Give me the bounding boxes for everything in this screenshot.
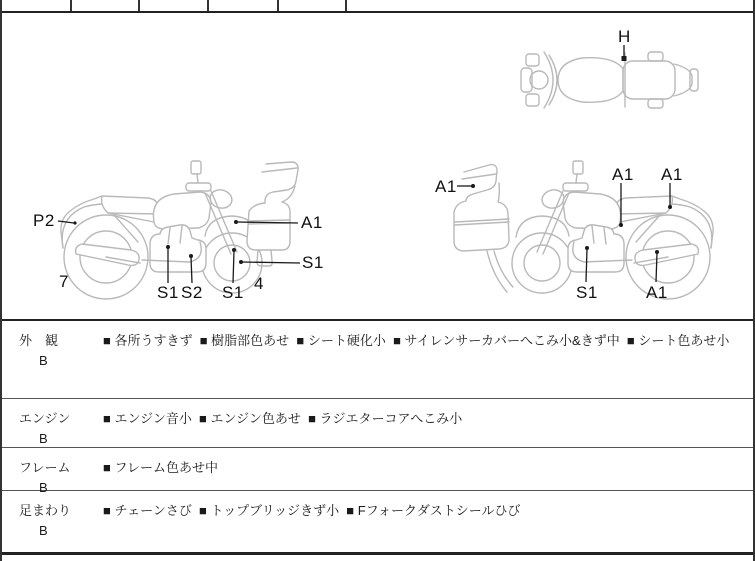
category-label: 外 観 [19, 333, 59, 348]
column-divider [345, 0, 347, 11]
category-cell [2, 321, 101, 398]
category-label: エンジン [19, 411, 71, 426]
damage-code-s2-exhaust: S2 [181, 283, 203, 302]
damage-code-7: 7 [59, 272, 69, 291]
cowl-piece [454, 165, 513, 292]
column-divider [277, 0, 279, 11]
damage-code-a1-cowl: A1 [435, 177, 457, 196]
damage-code-h: H [618, 27, 631, 46]
damage-code-a1-tail: A1 [661, 165, 683, 184]
column-divider [207, 0, 209, 11]
condition-notes: ■ フレーム色あせ中 [103, 460, 218, 475]
h-marker [622, 45, 627, 61]
damage-code-s1-engine-right: S1 [576, 283, 598, 302]
damage-code-4: 4 [254, 274, 264, 293]
category-cell [2, 399, 101, 447]
column-divider [70, 0, 72, 11]
damage-code-a1-muffler: A1 [646, 283, 668, 302]
condition-grade: B [39, 523, 48, 538]
category-label: 足まわり [19, 503, 72, 518]
condition-notes: ■ エンジン音小 ■ エンジン色あせ ■ ラジエターコアへこみ小 [103, 411, 463, 426]
category-cell [2, 491, 101, 552]
condition-notes: ■ チェーンさび ■ トップブリッジきず小 ■ Fフォークダストシールひび [103, 503, 521, 518]
condition-grade: B [39, 480, 48, 495]
diagram-panel [2, 13, 753, 319]
damage-code-s1-engine: S1 [157, 283, 179, 302]
column-divider [138, 0, 140, 11]
damage-code-s1-wheel: S1 [302, 253, 324, 272]
motorcycle-top-view [521, 52, 698, 108]
damage-code-a1-sidecover: A1 [612, 165, 634, 184]
condition-grade: B [39, 431, 48, 446]
damage-code-s1-fork: S1 [222, 283, 244, 302]
category-label: フレーム [19, 460, 71, 475]
front-cowl-piece [247, 162, 298, 266]
condition-row-undercarriage [2, 491, 753, 555]
condition-row-exterior [2, 321, 753, 399]
condition-table [2, 319, 753, 555]
damage-code-p2: P2 [33, 211, 55, 230]
previous-row-strip [2, 0, 753, 13]
condition-notes: ■ 各所うすきず ■ 樹脂部色あせ ■ シート硬化小 ■ サイレンサーカバーへこみ小&きず中 ■ シート色あせ小 [103, 333, 730, 348]
motorcycle-diagram [2, 13, 755, 319]
condition-row-engine [2, 399, 753, 448]
condition-grade: B [39, 353, 48, 368]
category-cell [2, 448, 101, 495]
damage-code-a1-fender: A1 [301, 213, 323, 232]
condition-row-frame [2, 448, 753, 495]
